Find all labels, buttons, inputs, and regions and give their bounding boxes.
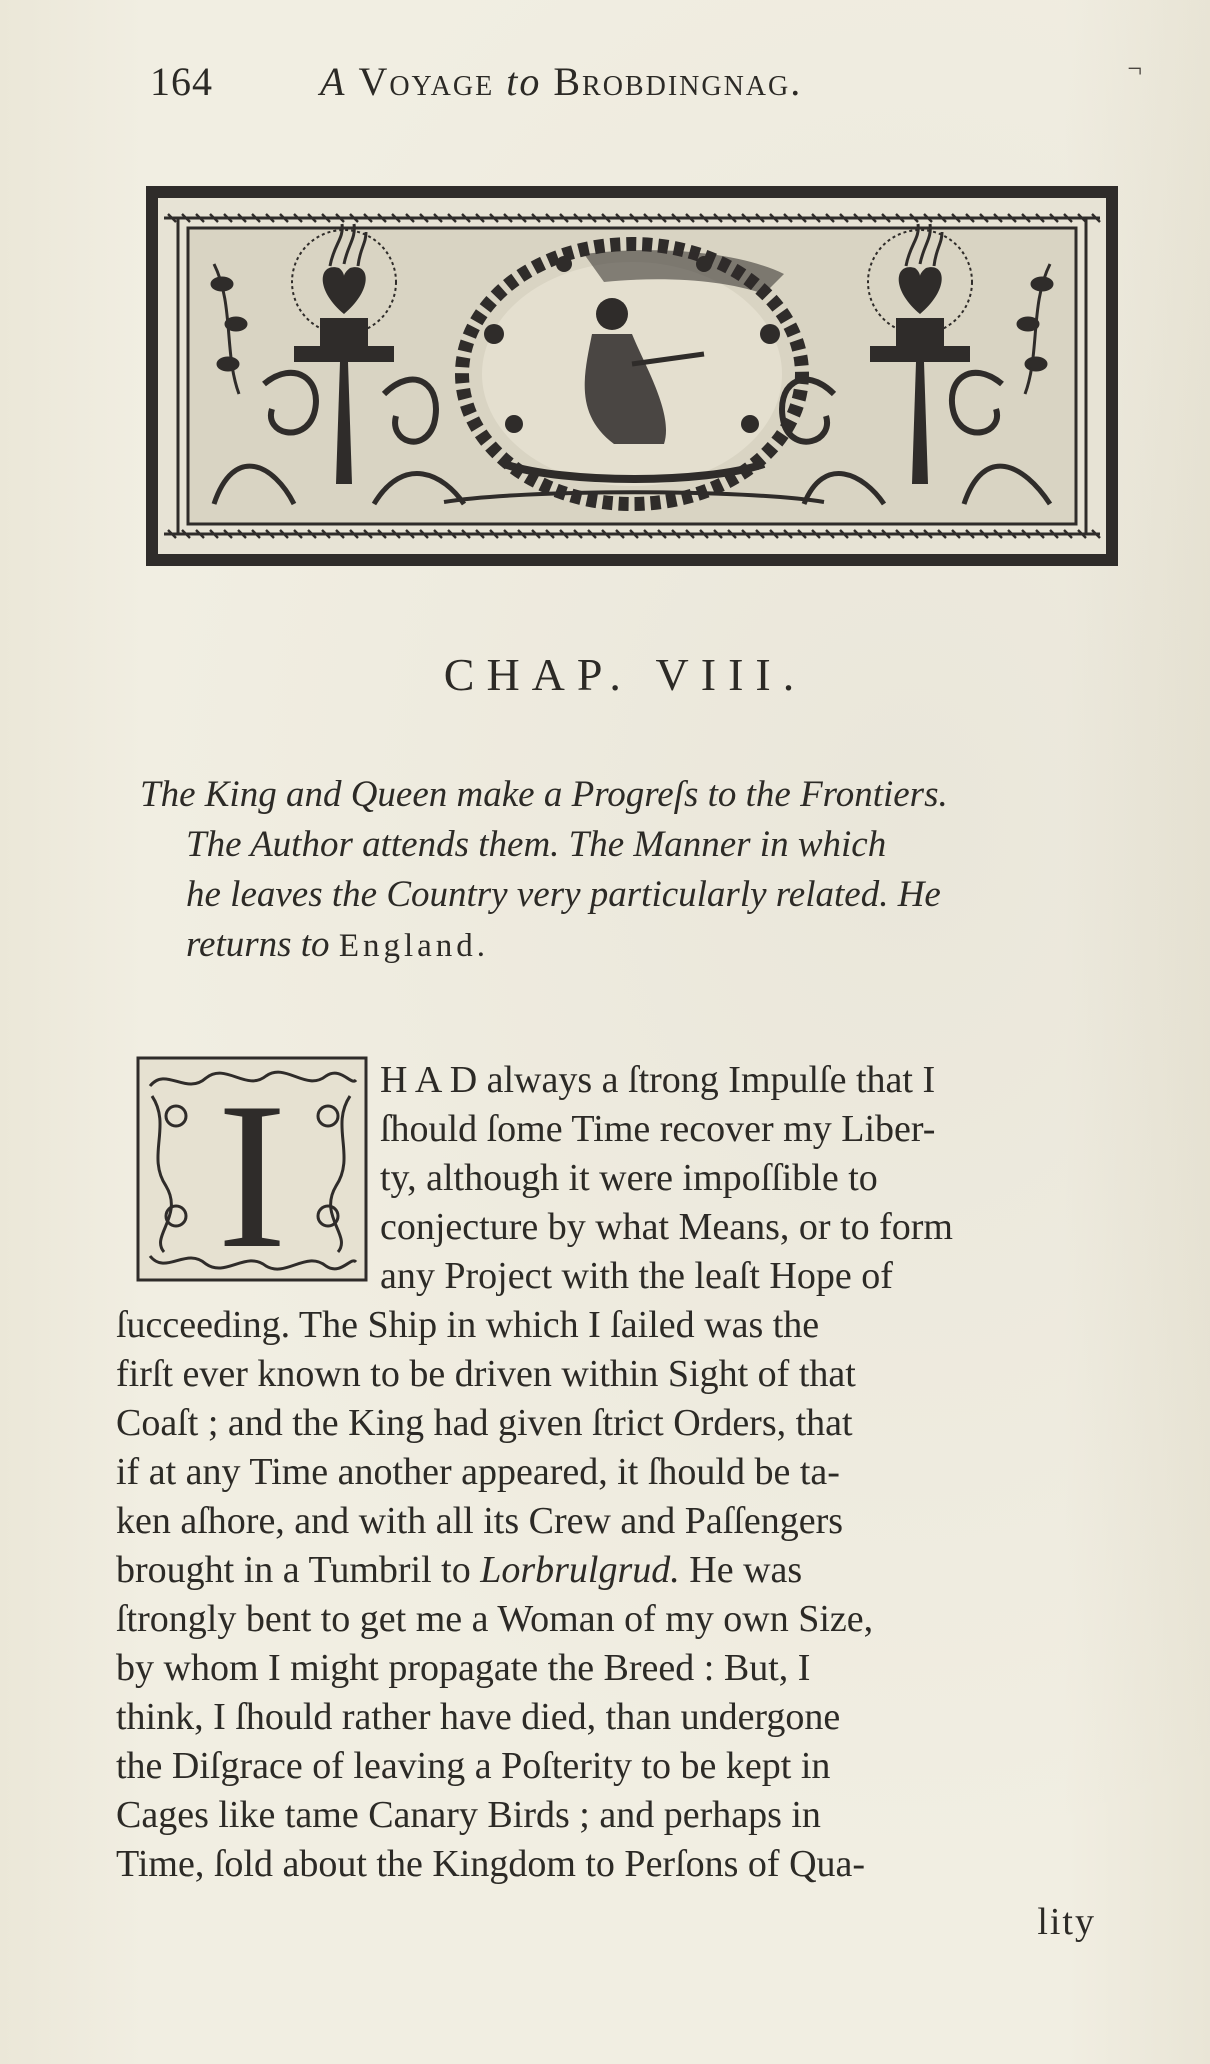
body-line: Coaſt ; and the King had given ſtrict Orders, that xyxy=(116,1402,853,1444)
summary-line: he leaves the Country very particularly related. He xyxy=(186,874,941,915)
body-line: ſucceeding. The Ship in which I ſailed was the xyxy=(116,1304,820,1346)
summary-line-last xyxy=(140,920,1130,971)
body-text xyxy=(116,1056,1112,1889)
body-text-span: He was xyxy=(689,1549,803,1591)
body-line: by whom I might propagate the Breed : But, I xyxy=(116,1647,811,1689)
body-text-span: brought in a Tumbril to xyxy=(116,1549,471,1591)
body-line: if at any Time another appeared, it ſhould be ta- xyxy=(116,1451,840,1493)
running-title-to: to xyxy=(506,59,542,104)
summary-line-text: returns to xyxy=(186,924,330,965)
chapter-summary xyxy=(140,770,1130,971)
running-title xyxy=(320,58,802,105)
summary-country: England. xyxy=(338,928,490,964)
body-line: Time, ſold about the Kingdom to Perſons of Qua- xyxy=(116,1843,866,1885)
corner-mark: ¬ xyxy=(1127,54,1142,83)
body-line: ſtrongly bent to get me a Woman of my own Size, xyxy=(116,1598,874,1640)
body-line: firſt ever known to be driven within Sight of that xyxy=(116,1353,856,1395)
summary-line: The King and Queen make a Progreſs to the Frontiers. xyxy=(140,774,948,815)
running-title-word1: Voyage xyxy=(358,59,495,104)
page-number: 164 xyxy=(150,59,213,104)
place-name: Lorbrulgrud. xyxy=(480,1549,680,1591)
running-head xyxy=(150,58,1130,108)
body-line-tumbril xyxy=(116,1546,1112,1595)
body-line: any Project with the leaſt Hope of xyxy=(380,1255,893,1297)
summary-line: The Author attends them. The Manner in which xyxy=(186,824,887,865)
body-line: the Diſgrace of leaving a Poſterity to be kept in xyxy=(116,1745,831,1787)
headpiece-svg xyxy=(144,184,1120,568)
drop-initial-letter: I xyxy=(217,1060,287,1282)
running-title-word2: Brobdingnag. xyxy=(553,59,803,104)
body-line: ken aſhore, and with all its Crew and Paſſengers xyxy=(116,1500,844,1542)
catchword: lity xyxy=(1037,1901,1096,1943)
body-line: Cages like tame Canary Birds ; and perhaps in xyxy=(116,1794,821,1836)
chapter-heading: CHAP. VIII. xyxy=(443,649,807,700)
body-line: ſhould ſome Time recover my Liber- xyxy=(380,1108,936,1150)
central-wreath xyxy=(462,244,802,504)
ornamental-headpiece-icon xyxy=(144,184,1120,568)
body-line: think, I ſhould rather have died, than undergone xyxy=(116,1696,841,1738)
body-line: ty, although it were impoſſible to xyxy=(380,1157,878,1199)
body-line: H A D always a ſtrong Impulſe that I xyxy=(380,1059,936,1101)
body-line: conjecture by what Means, or to form xyxy=(380,1206,953,1248)
running-title-prefix: A xyxy=(320,59,347,104)
